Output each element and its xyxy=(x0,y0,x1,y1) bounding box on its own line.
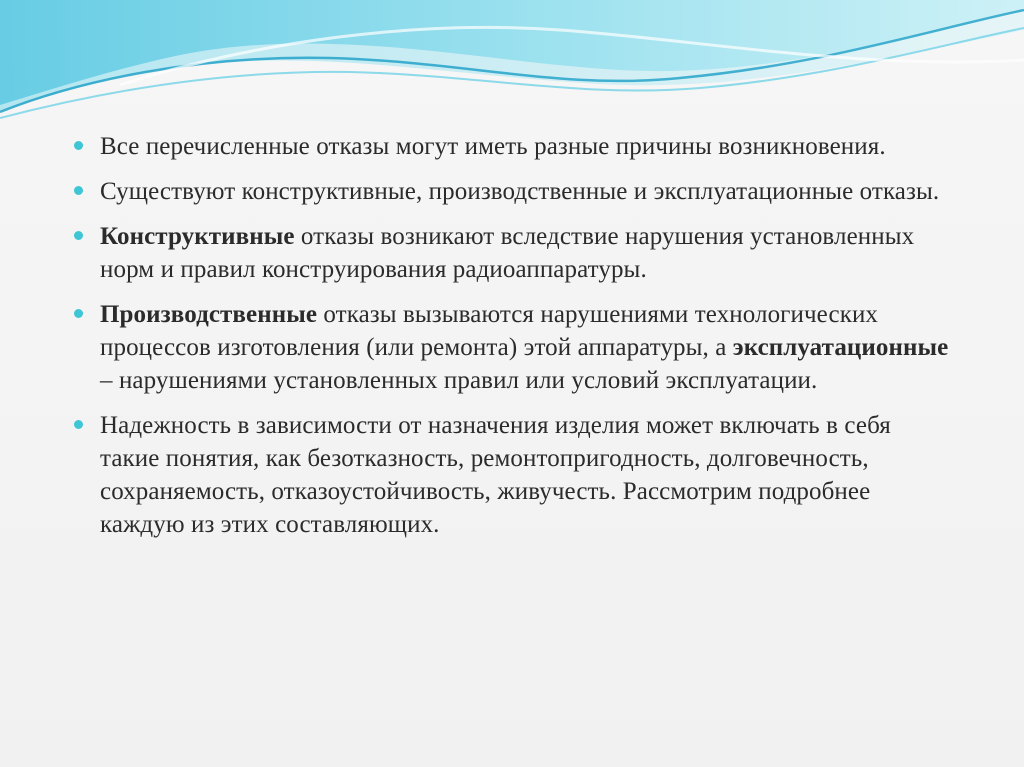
bullet-text: Надежность в зависимости от назначения изделия может включать в себя такие понятия, как безотказность, ремонтопригодность, долговечность, сохраняемость, отказоустойчивость, живучесть. Рассмотрим подробнее каждую из этих составляющих. xyxy=(100,412,891,538)
bullet-bold-text: Конструктивные xyxy=(100,223,295,250)
bullet-text: отказы возникают вследствие нарушения установленных норм и правил конструирования радиоаппаратуры. xyxy=(100,223,915,283)
bullet-item xyxy=(74,298,954,397)
bullet-item xyxy=(74,130,954,163)
bullet-item xyxy=(74,220,954,286)
bullet-item xyxy=(74,175,954,208)
bullet-text: Все перечисленные отказы могут иметь разные причины возникновения. xyxy=(100,133,886,160)
content-area xyxy=(74,130,954,553)
wave-band-light xyxy=(0,0,1024,112)
bullet-dot-icon xyxy=(74,309,83,318)
bullet-dot-icon xyxy=(74,420,83,429)
bullet-list xyxy=(74,130,954,541)
bullet-bold-text: Производственные xyxy=(100,301,318,328)
bullet-bold-text: эксплуатационные xyxy=(732,334,949,361)
bullet-text: Существуют конструктивные, производственные и эксплуатационные отказы. xyxy=(100,178,940,205)
bullet-dot-icon xyxy=(74,141,83,150)
bullet-text: – нарушениями установленных правил или условий эксплуатации. xyxy=(100,367,818,394)
bullet-text: отказы вызываются нарушениями технологических процессов изготовления (или ремонта) этой аппаратуры, а xyxy=(100,301,879,361)
wave-decoration xyxy=(0,0,1024,130)
bullet-item xyxy=(74,409,954,541)
bullet-dot-icon xyxy=(74,231,83,240)
bullet-dot-icon xyxy=(74,186,83,195)
